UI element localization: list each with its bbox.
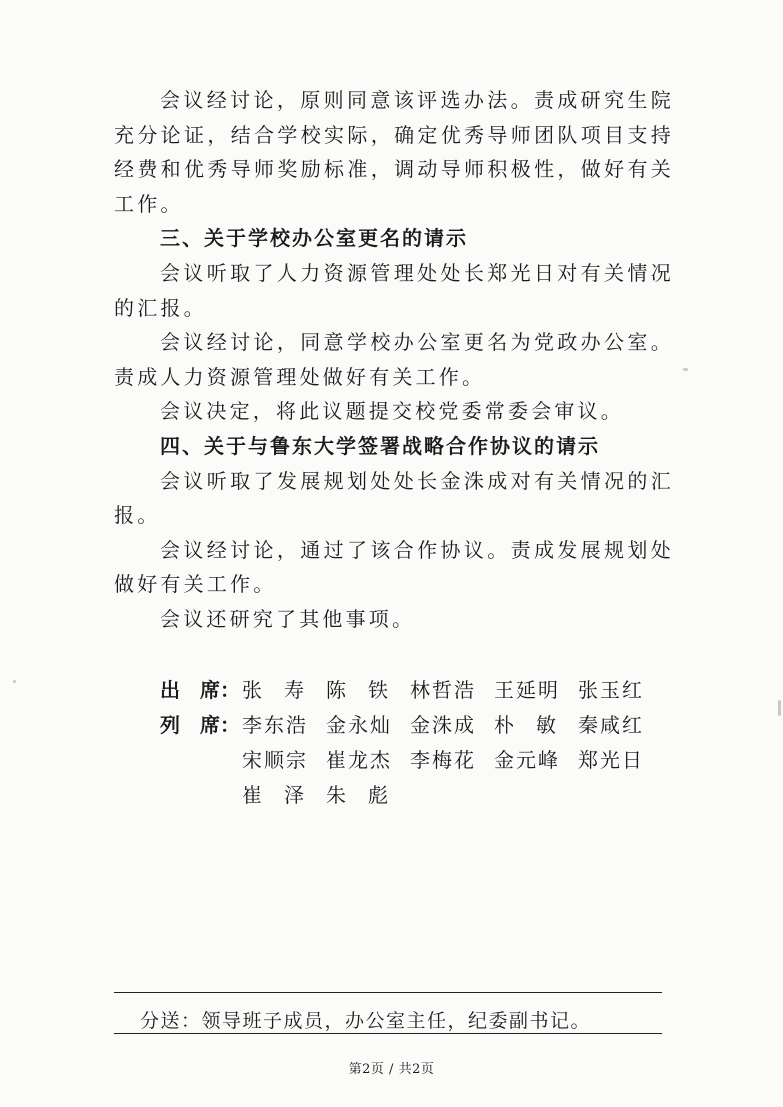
- attendee-name: 金元峰: [494, 748, 560, 772]
- paragraph-report-1: 会议听取了人力资源管理处处长郑光日对有关情况的汇报。: [114, 260, 674, 320]
- attendee-name: 朱 彪: [326, 783, 389, 807]
- attendee-name: 金洙成: [410, 713, 476, 737]
- paragraph-other-matters: 会议还研究了其他事项。: [160, 606, 416, 631]
- minutes-body: [114, 83, 674, 637]
- attending-label: 列 席：: [160, 713, 240, 737]
- attendee-name: 崔龙杰: [326, 748, 392, 772]
- present-row: [160, 673, 662, 708]
- paragraph-decision: 会议决定，将此议题提交校党委常委会审议。: [160, 399, 624, 424]
- paragraph-report-2: 会议听取了发展规划处处长金洙成对有关情况的汇报。: [114, 468, 674, 528]
- attending-row: [160, 708, 662, 813]
- attendee-name: 林哲浩: [410, 678, 476, 702]
- attendee-name: 王延明: [494, 678, 560, 702]
- present-names: [242, 673, 662, 708]
- attendee-name: 崔 泽: [242, 783, 305, 807]
- present-label: 出 席：: [160, 678, 240, 702]
- section-heading-4: 四、关于与鲁东大学签署战略合作协议的请示: [160, 433, 600, 458]
- attendee-name: 郑光日: [578, 748, 644, 772]
- distribution-line: 分送：领导班子成员，办公室主任，纪委副书记。: [140, 1010, 592, 1032]
- page-footer: 第2页 / 共2页: [348, 1062, 435, 1077]
- attendee-name: 秦咸红: [578, 713, 644, 737]
- attendee-name: 李梅花: [410, 748, 476, 772]
- attendee-name: 朴 敏: [494, 713, 557, 737]
- attendee-name: 张玉红: [578, 678, 644, 702]
- scan-speck: [778, 700, 781, 716]
- attendee-name: 张 寿: [242, 678, 305, 702]
- scan-speck: [683, 368, 688, 371]
- section-heading-3: 三、关于学校办公室更名的请示: [160, 226, 468, 251]
- paragraph-discussion-2: 会议经讨论，同意学校办公室更名为党政办公室。责成人力资源管理处做好有关工作。: [114, 330, 674, 389]
- attending-names: [242, 708, 662, 813]
- distribution-bottom-rule: [114, 1033, 662, 1034]
- attendee-name: 金永灿: [326, 713, 392, 737]
- attendance-list: [160, 673, 662, 813]
- attendee-name: 宋顺宗: [242, 748, 308, 772]
- scan-speck: [13, 680, 16, 683]
- attendee-name: 陈 铁: [326, 678, 389, 702]
- paragraph-discussion-1: 会议经讨论，原则同意该评选办法。责成研究生院充分论证，结合学校实际，确定优秀导师团队项目支持经费和优秀导师奖励标准，调动导师积极性，做好有关工作。: [114, 88, 674, 216]
- distribution-top-rule: [114, 992, 662, 993]
- paragraph-discussion-3: 会议经讨论，通过了该合作协议。责成发展规划处做好有关工作。: [114, 537, 674, 597]
- attendee-name: 李东浩: [242, 713, 308, 737]
